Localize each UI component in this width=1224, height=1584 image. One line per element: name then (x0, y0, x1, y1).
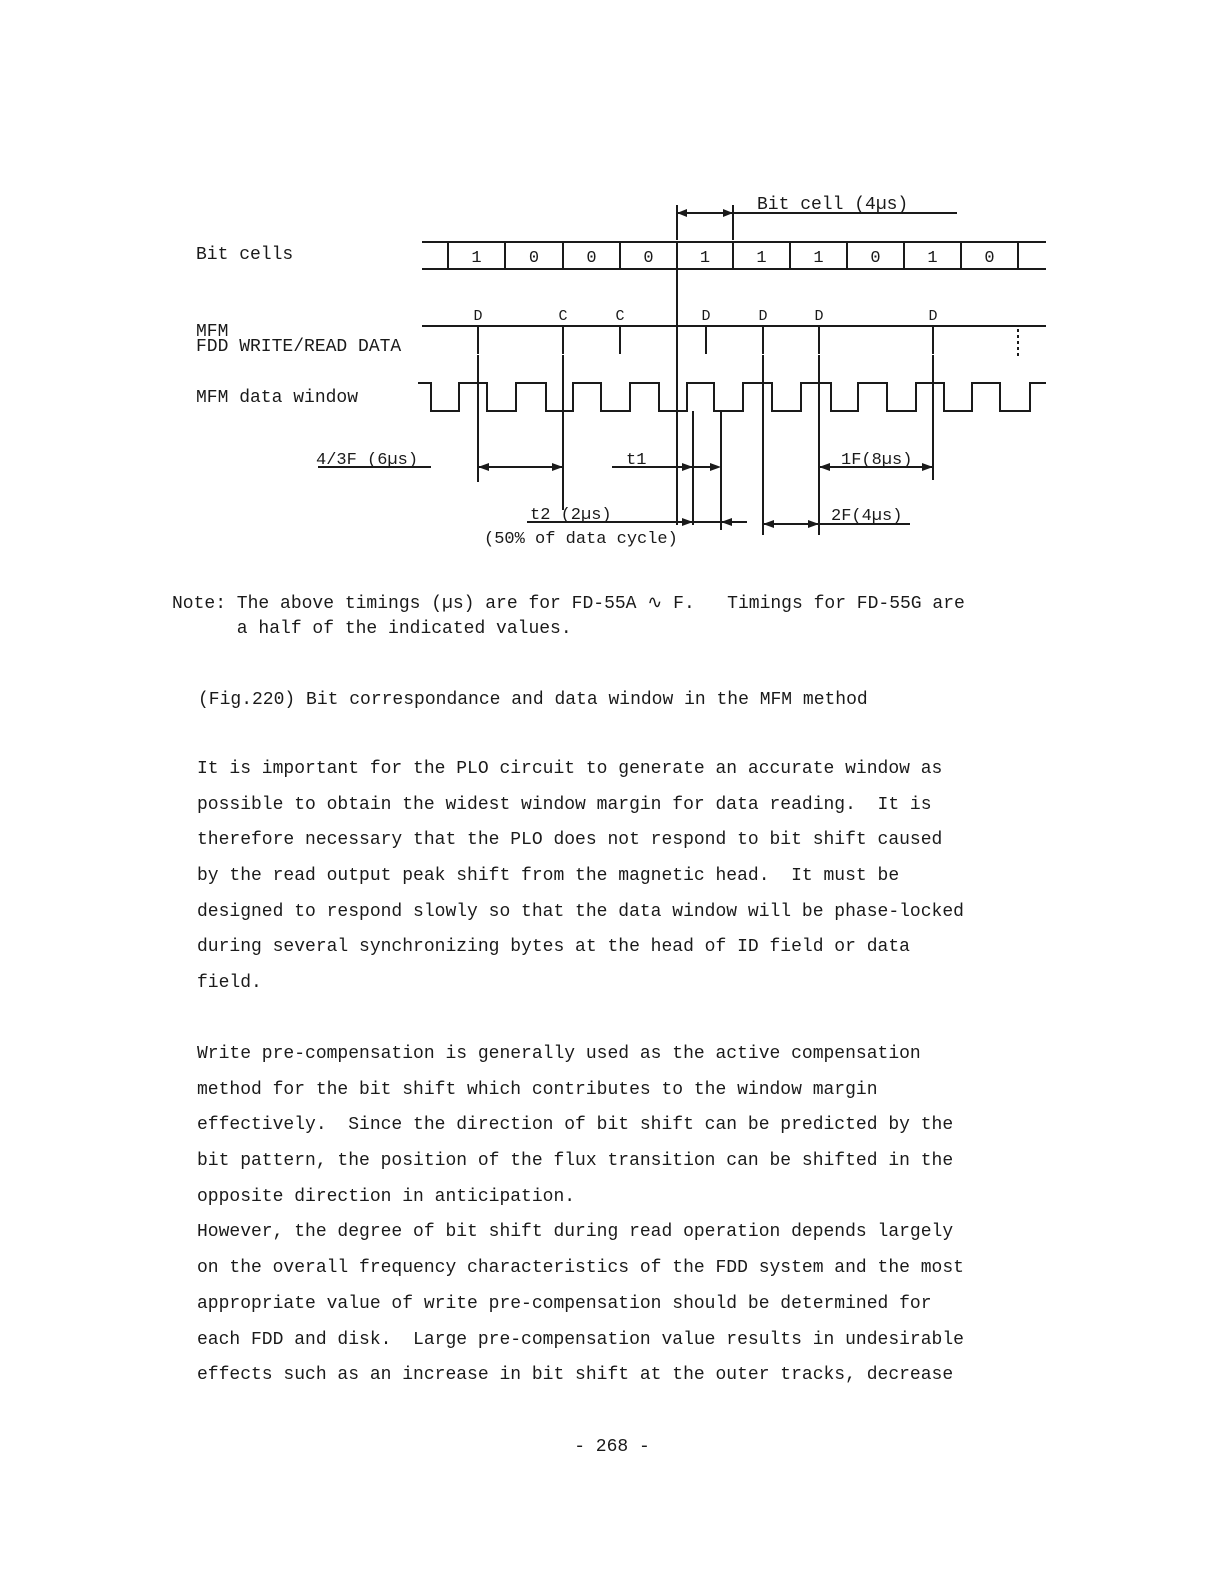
paragraph-line: Write pre-compensation is generally used as the active compensation (197, 1044, 921, 1064)
figure-caption: (Fig.220) Bit correspondance and data window in the MFM method (198, 690, 868, 710)
bit-cell-arrow-left (677, 209, 687, 217)
row-label-mfm: MFM (196, 322, 229, 342)
paragraph-line: by the read output peak shift from the magnetic head. It must be (197, 866, 900, 887)
bit-value: 0 (586, 249, 597, 268)
page-number: - 268 - (574, 1437, 650, 1457)
bit-value: 0 (643, 249, 654, 268)
row-label-fdd-data: FDD WRITE/READ DATA (196, 337, 402, 357)
bit-value: 0 (528, 249, 540, 268)
paragraph-line: opposite direction in anticipation. (197, 1186, 576, 1207)
paragraph-line: bit pattern, the position of the flux transition can be shifted in the (197, 1151, 954, 1172)
paragraph-line: field. (197, 973, 262, 994)
timing-2f: 2F(4µs) (831, 507, 903, 526)
pulse-marker: D (814, 308, 824, 325)
pulse-markers (473, 308, 937, 325)
t1-arrow (682, 463, 693, 471)
t1-arrow-2 (710, 463, 721, 471)
t2f-arrow-left (763, 520, 774, 528)
timing-t2-note: (50% of data cycle) (484, 530, 678, 549)
paragraph-line: on the overall frequency characteristics of the FDD system and the most (197, 1258, 964, 1279)
paragraph-line: It is important for the PLO circuit to generate an accurate window as (197, 759, 943, 779)
paragraph-line: effects such as an increase in bit shift at the outer tracks, decrease (197, 1365, 954, 1386)
paragraph-line: each FDD and disk. Large pre-compensation value results in undesirable (197, 1329, 964, 1350)
paragraph-2 (197, 1037, 1077, 1394)
t1f-arrow-right (922, 463, 933, 471)
bit-value: 1 (699, 249, 711, 268)
paragraph-line: possible to obtain the widest window margin for data reading. It is (197, 794, 932, 815)
row-label-bit-cells: Bit cells (196, 245, 294, 265)
timing-t1: t1 (626, 451, 647, 470)
bit-cell-label: Bit cell (4µs) (757, 195, 909, 215)
t2f-arrow-right (808, 520, 819, 528)
bit-value: 1 (813, 249, 824, 268)
timing-t2: t2 (2µs) (530, 506, 612, 525)
pulse-marker: D (758, 308, 768, 325)
paragraph-line: during several synchronizing bytes at the head of ID field or data (197, 937, 910, 958)
mfm-timing-diagram (0, 0, 1224, 560)
paragraph-line: appropriate value of write pre-compensation should be determined for (197, 1293, 932, 1314)
mfm-data-window-wave (418, 383, 1046, 411)
paragraph-line: therefore necessary that the PLO does not respond to bit shift caused (197, 830, 943, 851)
note-line-2: a half of the indicated values. (172, 619, 572, 639)
t43f-arrow-right (552, 463, 563, 471)
pulse-marker: C (615, 308, 625, 325)
paragraph-1 (197, 752, 1077, 1002)
paragraph-line: designed to respond slowly so that the data window will be phase-locked (197, 901, 964, 922)
paragraph-line: effectively. Since the direction of bit shift can be predicted by the (197, 1115, 954, 1136)
pulse-marker: D (701, 308, 711, 325)
note-line-1: Note: The above timings (µs) are for FD-55A ∿ F. Timings for FD-55G are (172, 594, 965, 614)
pulse-marker: D (928, 308, 938, 325)
bit-value: 1 (756, 249, 767, 268)
pulse-marker: D (473, 308, 483, 325)
paragraph-line: method for the bit shift which contributes to the window margin (197, 1079, 878, 1100)
row-label-window: MFM data window (196, 388, 359, 408)
mfm-data-pulses (478, 326, 1018, 356)
bit-value: 1 (471, 249, 482, 268)
timing-1f: 1F(8µs) (841, 451, 913, 470)
pulse-marker: C (558, 308, 568, 325)
bit-cell-arrow (723, 209, 733, 217)
t43f-arrow-left (478, 463, 489, 471)
bit-value: 0 (984, 249, 995, 268)
t1f-arrow-left (819, 463, 830, 471)
bit-value: 0 (870, 249, 881, 268)
bit-value: 1 (927, 249, 938, 268)
t2-arrow (682, 518, 693, 526)
t2-arrow-2 (721, 518, 732, 526)
paragraph-line: However, the degree of bit shift during read operation depends largely (197, 1222, 954, 1243)
timing-43f: 4/3F (6µs) (316, 451, 419, 470)
